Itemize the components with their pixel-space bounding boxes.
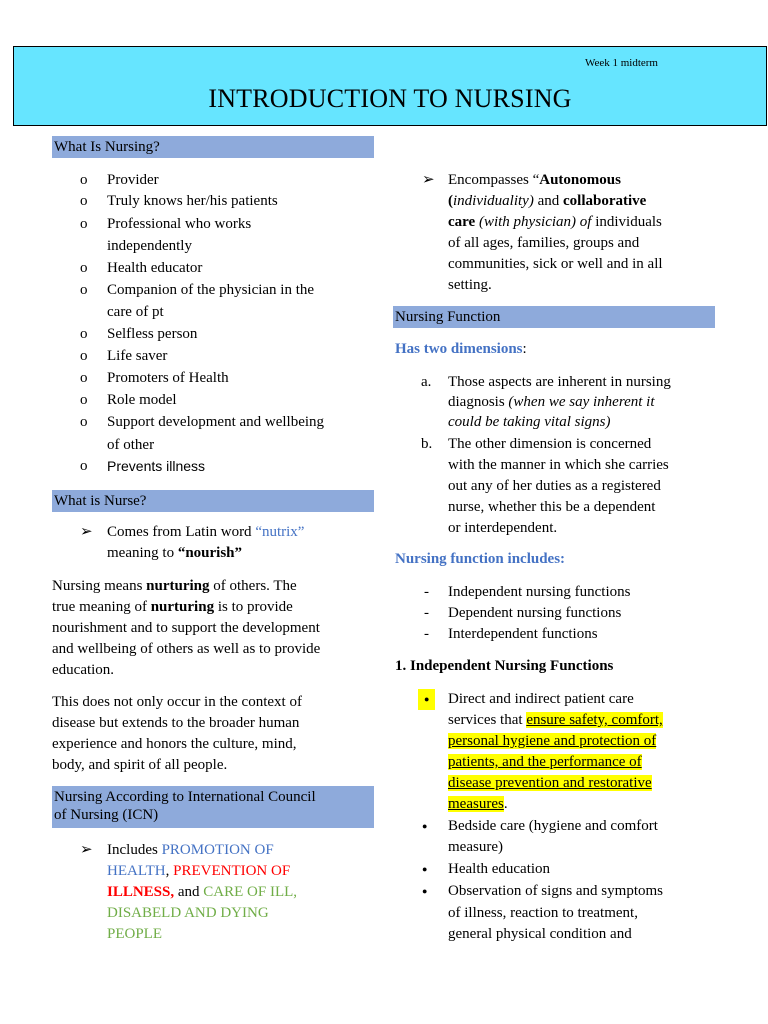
text: of illness, reaction to treatment, [448,905,638,921]
text: of others. The [209,578,297,594]
section-nursing-function: Nursing Function [393,306,715,328]
bullet-marker: o [80,392,88,408]
list-item: Life saver [107,348,168,364]
promotion-term: PROMOTION OF [161,842,274,858]
page-title: INTRODUCTION TO NURSING [208,84,572,113]
dash-marker: - [424,605,429,621]
list-item: Selfless person [107,326,198,342]
text: nurse, whether this be a dependent [448,499,656,515]
section-what-is-nurse: What is Nurse? [52,490,374,512]
text: Nursing According to International Council [54,789,316,805]
text: Nursing means [52,578,147,594]
section-what-is-nursing: What Is Nursing? [52,136,374,158]
text: could be taking vital signs) [448,414,611,430]
bullet-marker: o [80,370,88,386]
arrow-bullet: ➢ [80,524,93,540]
text: of Nursing (ICN) [54,807,159,823]
text: or interdependent. [448,520,558,536]
bullet-marker: o [80,172,88,188]
bullet-marker: o [80,282,88,298]
text: diagnosis [448,394,509,410]
list-item: Prevents illness [107,458,206,474]
bullet-marker: o [80,216,88,232]
text: Encompasses “ [448,172,540,188]
text: Autonomous [539,172,621,188]
text: true meaning of [52,599,151,615]
list-item: of other [107,437,155,453]
list-item: Truly knows her/his patients [107,193,278,209]
text: This does not only occur in the context of [52,694,302,710]
dot-bullet: ● [422,864,428,874]
list-marker: a. [421,374,432,390]
list-item: Independent nursing functions [448,584,631,600]
arrow-bullet: ➢ [80,842,93,858]
text: , [165,863,174,879]
section-icn [52,786,374,828]
text: nurturing [146,578,210,594]
health-education-item: Health education [448,861,551,877]
prevention-term: ILLNESS, [107,884,175,900]
highlight-text: personal hygiene and protection of [448,733,657,749]
list-item: Promoters of Health [107,370,229,386]
care-term: PEOPLE [107,926,163,942]
text: experience and honors the culture, mind, [52,736,297,752]
text: measure) [448,839,503,855]
dimensions-heading [395,339,527,360]
highlight-text: measures [448,796,504,812]
dot-bullet: ● [422,886,428,896]
care-term: DISABELD AND DYING [107,905,269,921]
text: (when we say inherent it [508,394,655,410]
list-item: Provider [107,172,159,188]
bullet-marker: o [80,414,88,430]
highlight-text: ensure safety, comfort, [526,712,663,728]
text: care [448,214,476,230]
bullet-marker: o [80,193,88,209]
text: body, and spirit of all people. [52,757,228,773]
text: disease but extends to the broader human [52,715,300,731]
text: education. [52,662,115,678]
nutrix-term: “nutrix” [255,524,305,540]
text: with the manner in which she carries [448,457,669,473]
text: (with physician) of [475,214,592,230]
list-marker: b. [421,436,433,452]
text: Comes from Latin word [107,524,256,540]
dot-bullet: ● [418,689,435,710]
text: Observation of signs and symptoms [448,883,663,899]
text: services that [448,712,527,728]
list-item: Professional who works [107,216,252,232]
page-header [13,46,767,126]
care-term: CARE OF ILL, [203,884,298,900]
text: Has two dimensions [395,341,523,357]
independent-heading: 1. Independent Nursing Functions [395,658,614,674]
text: nourishment and to support the development [52,620,320,636]
highlight-text: patients, and the performance of [448,754,642,770]
text: setting. [448,277,492,293]
text: collaborative [563,193,647,209]
text: Those aspects are inherent in nursing [448,374,671,390]
list-item: Role model [107,392,177,408]
week-label: Week 1 midterm [584,57,658,69]
bullet-marker: o [80,458,88,474]
text: and wellbeing of others as well as to provide [52,641,321,657]
bullet-marker: o [80,348,88,364]
nutrix-line [107,522,304,543]
list-item: Dependent nursing functions [448,605,622,621]
text: and [533,193,563,209]
text: : [522,341,527,357]
nourish-term: “nourish” [177,545,243,561]
text: nurturing [150,599,215,615]
text: individuals [591,214,662,230]
dash-marker: - [424,626,429,642]
list-item: Companion of the physician in the [107,282,315,298]
text: out any of her duties as a registered [448,478,661,494]
list-item: Interdependent functions [448,626,598,642]
text: is to provide [214,599,293,615]
prevention-term: PREVENTION OF [173,863,291,879]
text: . [503,796,508,812]
list-item: care of pt [107,304,164,320]
nourish-line [107,543,242,564]
text: The other dimension is concerned [448,436,652,452]
text: of all ages, families, groups and [448,235,640,251]
text: ( [448,193,453,209]
text: Direct and indirect patient care [448,691,634,707]
bullet-marker: o [80,326,88,342]
list-item: Support development and wellbeing [107,414,325,430]
text: and [174,884,204,900]
includes-heading: Nursing function includes: [395,551,566,567]
text: meaning to [107,545,178,561]
text: general physical condition and [448,926,632,942]
text: individuality) [453,193,534,209]
text: Bedside care (hygiene and comfort [448,818,658,834]
text: Includes [107,842,162,858]
bullet-marker: o [80,260,88,276]
dot-bullet: ● [422,821,428,831]
promotion-term: HEALTH [107,863,166,879]
highlight-text: disease prevention and restorative [448,775,652,791]
arrow-bullet: ➢ [422,172,435,188]
dash-marker: - [424,584,429,600]
list-item: independently [107,238,192,254]
list-item: Health educator [107,260,203,276]
text: communities, sick or well and in all [448,256,663,272]
